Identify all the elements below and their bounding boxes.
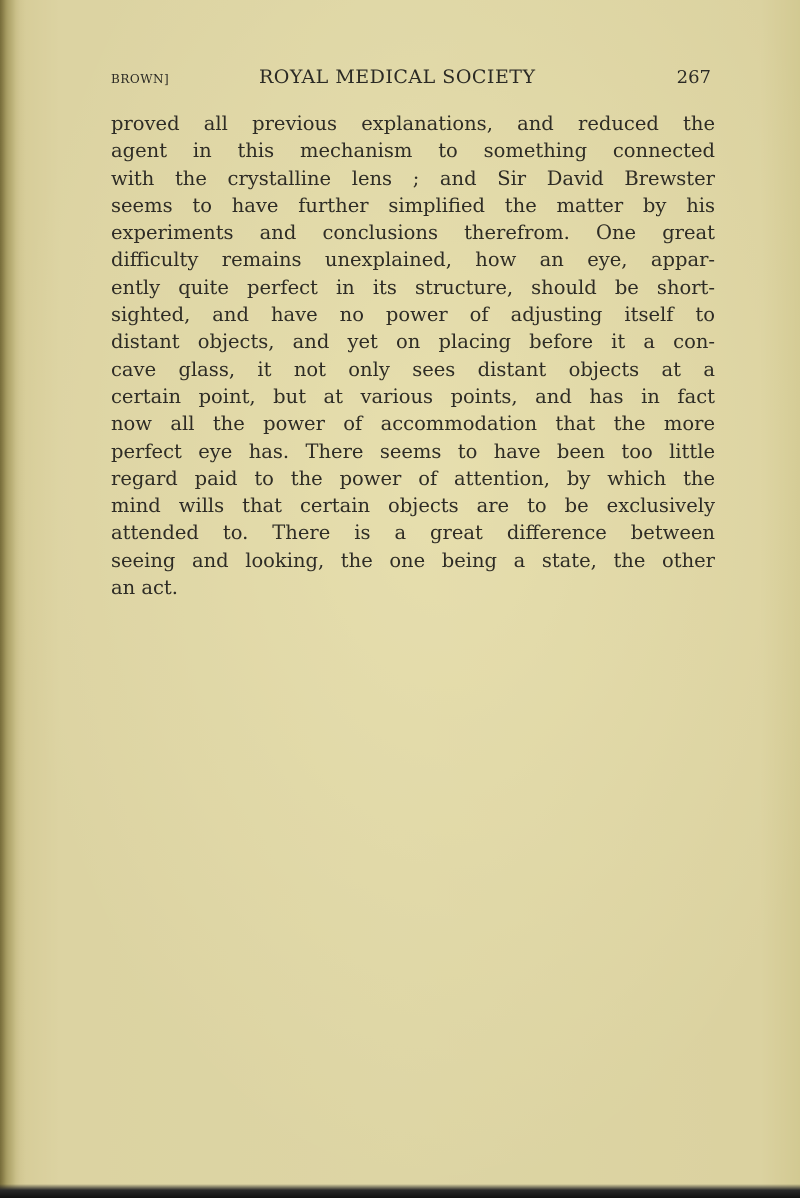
text-line: sighted, and have no power of adjusting itself to [111, 303, 715, 327]
binding-gutter-shadow [0, 0, 26, 1198]
text-line: seems to have further simplified the matter by his [111, 193, 715, 217]
text-line: now all the power of accommodation that the more [111, 412, 715, 436]
text-line-last: an act. [111, 576, 178, 600]
text-line: perfect eye has. There seems to have been too little [111, 439, 715, 463]
running-head-title: ROYAL MEDICAL SOCIETY [259, 66, 536, 88]
text-line: attended to. There is a great difference between [111, 521, 715, 545]
page-bottom-edge [0, 1184, 800, 1198]
text-line: proved all previous explanations, and reduced the [111, 112, 715, 135]
text-line: mind wills that certain objects are to be exclusively [111, 494, 715, 518]
text-line: with the crystalline lens ; and Sir David Brewster [111, 166, 715, 190]
body-paragraph [111, 110, 715, 601]
text-line: difficulty remains unexplained, how an eye, appar- [111, 248, 715, 272]
running-head-author: BROWN] [111, 72, 170, 86]
text-line: ently quite perfect in its structure, should be short- [111, 275, 715, 299]
text-line: agent in this mechanism to something connected [111, 139, 715, 163]
text-line: cave glass, it not only sees distant objects at a [111, 357, 715, 381]
text-line: seeing and looking, the one being a state, the other [111, 548, 715, 572]
running-head [111, 66, 711, 92]
page-number: 267 [676, 67, 711, 88]
text-line: regard paid to the power of attention, by which the [111, 466, 715, 490]
text-line: experiments and conclusions therefrom. One great [111, 221, 715, 245]
text-line: distant objects, and yet on placing before it a con- [111, 330, 715, 354]
text-line: certain point, but at various points, and has in fact [111, 384, 715, 408]
